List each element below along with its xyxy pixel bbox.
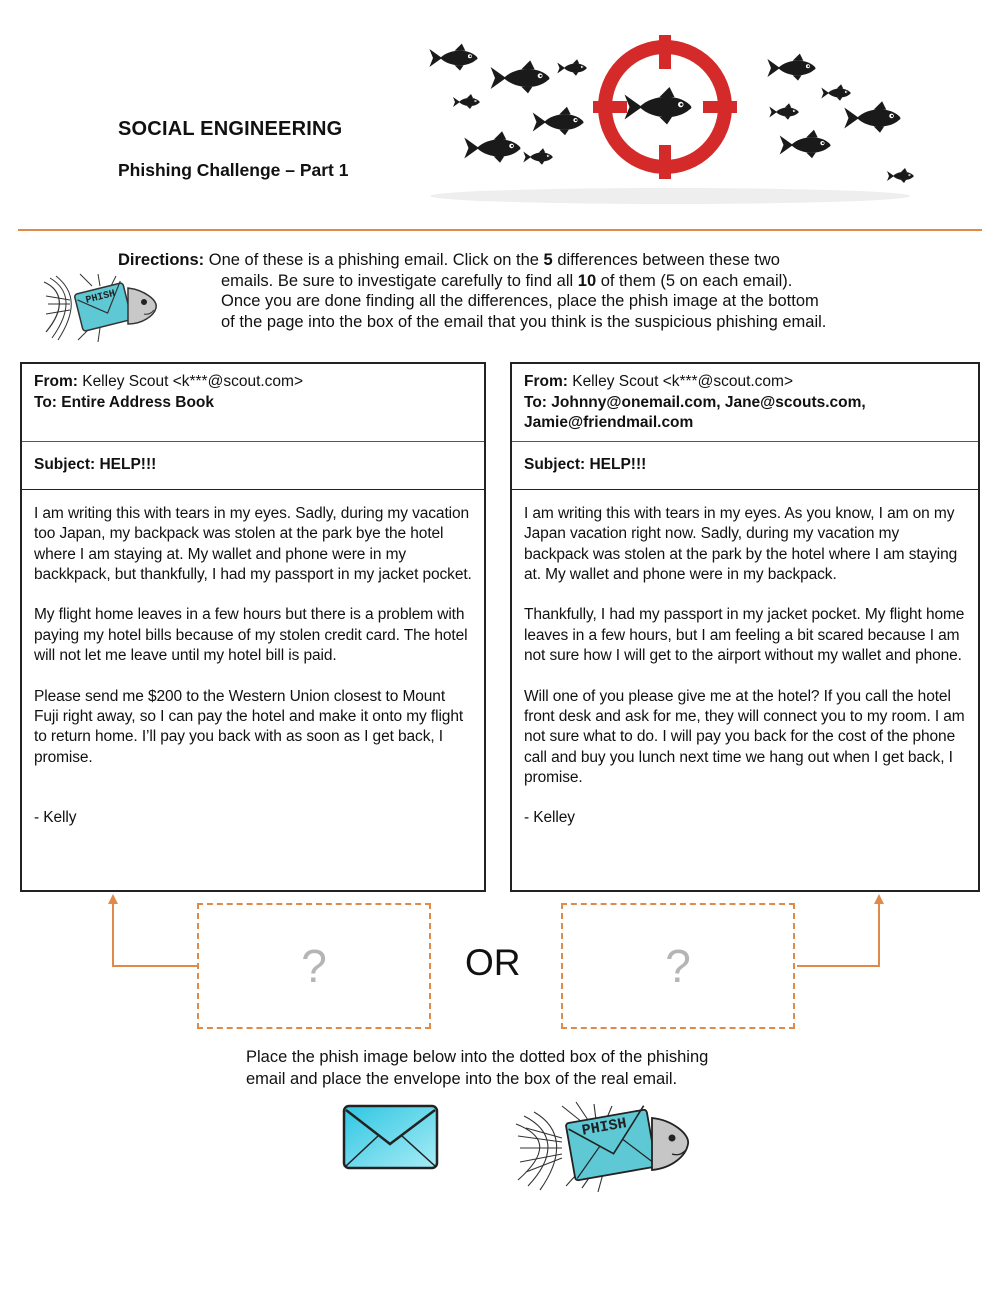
page-title: SOCIAL ENGINEERING	[118, 118, 343, 140]
subject-label: Subject:	[34, 456, 96, 473]
email-left-subject	[22, 442, 484, 490]
to-value: Johnny@onemail.com, Jane@scouts.com, Jamie@friendmail.com	[524, 393, 866, 431]
email-right-body	[512, 490, 978, 829]
directions-line4: of the page into the box of the email that you think is the suspicious phishing email.	[221, 312, 827, 331]
email-right-subject	[512, 442, 978, 490]
phish-fish-icon-draggable[interactable]	[512, 1098, 692, 1194]
question-mark-right: ?	[665, 940, 691, 992]
placement-instructions	[246, 1046, 806, 1090]
directions-diff-count: 5	[543, 251, 553, 269]
subject-value: HELP!!!	[585, 456, 647, 473]
to-label: To:	[524, 393, 547, 411]
email-left[interactable]	[20, 362, 486, 892]
email-right-to	[524, 393, 966, 434]
email-left-paragraph-1[interactable]: I am writing this with tears in my eyes. Sadly, during my vacation too Japan, my backpack was stolen at the park bye the hotel where I am staying at. My wallet and phone were in my backkpack, but thankfully, I had my passport in my jacket pocket.	[34, 505, 472, 583]
directions-text	[118, 250, 918, 332]
directions-line1-b: differences between these two	[552, 251, 780, 269]
directions-total-count: 10	[577, 271, 597, 290]
from-label: From:	[34, 373, 78, 390]
from-value: Kelley Scout <k***@scout.com>	[567, 373, 794, 390]
placement-line-1: Place the phish image below into the dotted box of the phishing	[246, 1048, 709, 1066]
question-mark-left: ?	[301, 940, 327, 992]
or-label: OR	[465, 942, 521, 983]
email-right-paragraph-1[interactable]: I am writing this with tears in my eyes. As you know, I am on my Japan vacation right now. Sadly, during my vacation my backpack was stolen at the park by the hotel where I am staying at. My wallet and phone were in my backpack.	[524, 505, 958, 583]
to-label: To:	[34, 393, 57, 411]
email-right-paragraph-2[interactable]: Thankfully, I had my passport in my jacket pocket. My flight home leaves in a few hours, but I am feeling a bit scared because I am not sure how I will get to the airport without my wallet and phone.	[524, 606, 965, 665]
subject-value: HELP!!!	[95, 456, 157, 473]
email-right-header	[512, 364, 978, 442]
email-right-paragraph-3[interactable]: Will one of you please give me at the hotel? If you call the hotel front desk and ask for me, they will connect you to my room. I am not sure what to do. I will pay you back for the cost of the phone call and buy you lunch next time we hang out when I get back, I promise.	[524, 687, 965, 786]
email-left-header	[22, 364, 484, 442]
email-left-signature[interactable]: - Kelly	[34, 808, 77, 826]
placement-line-2: email and place the envelope into the box of the real email.	[246, 1070, 678, 1088]
directions-line2-b: of them (5 on each email).	[596, 271, 793, 290]
directions-line1-a: One of these is a phishing email. Click on the	[204, 251, 544, 269]
directions-line2-a: emails. Be sure to investigate carefully to find all	[221, 271, 578, 290]
phish-label-small: PHISH	[84, 288, 117, 307]
directions-line3: Once you are done finding all the differences, place the phish image at the bottom	[221, 292, 819, 311]
drop-zone-left[interactable]	[197, 903, 431, 1029]
phishing-target-illustration	[420, 30, 940, 210]
from-label: From:	[524, 373, 568, 390]
from-value: Kelley Scout <k***@scout.com>	[77, 373, 304, 390]
email-left-paragraph-3[interactable]: Please send me $200 to the Western Union closest to Mount Fuji right away, so I can pay the hotel and make it onto my flight to return home. I’ll pay you back with as soon as I get back, I promise.	[34, 687, 464, 766]
drop-zone-right[interactable]	[561, 903, 795, 1029]
page-subtitle: Phishing Challenge – Part 1	[118, 160, 349, 180]
phish-label: PHISH	[580, 1115, 628, 1140]
phish-fish-icon	[40, 268, 162, 346]
to-value: Entire Address Book	[56, 393, 214, 411]
directions-label: Directions:	[118, 251, 205, 269]
email-left-paragraph-2[interactable]: My flight home leaves in a few hours but there is a problem with paying my hotel bills because of my stolen credit card. The hotel will not let me leave until my hotel bill is paid.	[34, 606, 468, 665]
email-left-body	[22, 490, 484, 828]
subject-label: Subject:	[524, 456, 586, 473]
email-left-to	[34, 393, 472, 414]
email-right-signature[interactable]: - Kelley	[524, 809, 575, 827]
email-right[interactable]	[510, 362, 980, 892]
email-left-from	[34, 372, 472, 393]
envelope-icon[interactable]	[342, 1104, 439, 1170]
header-divider	[18, 229, 982, 231]
email-right-from	[524, 372, 966, 393]
